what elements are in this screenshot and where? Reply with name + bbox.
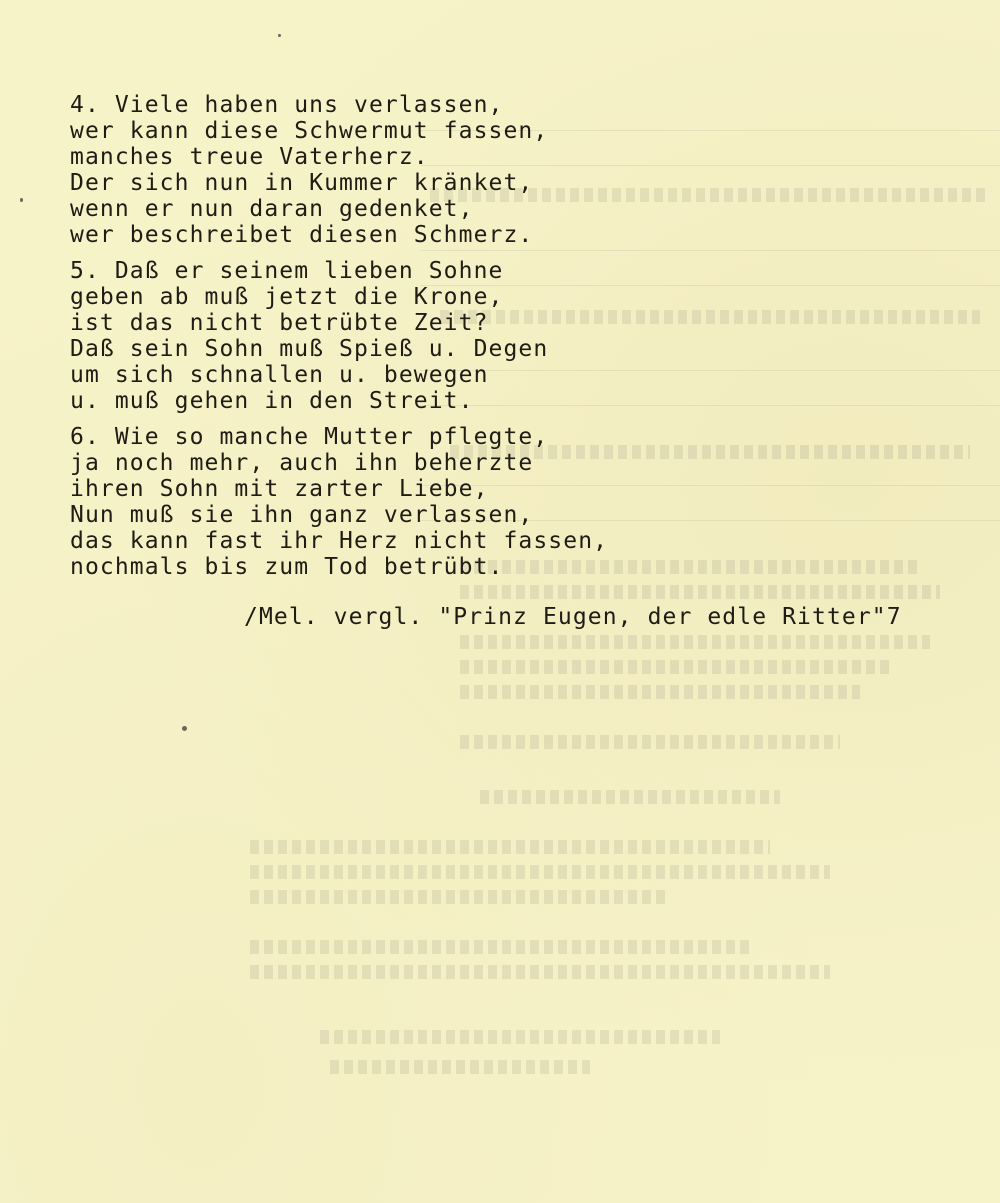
bleed-line bbox=[460, 660, 890, 674]
verse-line: ja noch mehr, auch ihn beherzte bbox=[70, 450, 534, 476]
bleed-line bbox=[330, 1060, 590, 1074]
verse-line: u. muß gehen in den Streit. bbox=[70, 388, 474, 414]
verse-line: 6. Wie so manche Mutter pflegte, bbox=[70, 424, 549, 450]
verse-line: 5. Daß er seinem lieben Sohne bbox=[70, 258, 504, 284]
verse-line: geben ab muß jetzt die Krone, bbox=[70, 284, 504, 310]
bleed-line bbox=[320, 1030, 720, 1044]
bleed-line bbox=[250, 890, 670, 904]
stanza-6 bbox=[70, 424, 710, 580]
verse-line: 4. Viele haben uns verlassen, bbox=[70, 92, 504, 118]
ink-speck bbox=[20, 198, 23, 202]
verse-line: ist das nicht betrübte Zeit? bbox=[70, 310, 489, 336]
verse-line: Der sich nun in Kummer kränket, bbox=[70, 170, 534, 196]
verse-line: Daß sein Sohn muß Spieß u. Degen bbox=[70, 336, 549, 362]
bleed-line bbox=[250, 865, 830, 879]
verse-line: nochmals bis zum Tod betrübt. bbox=[70, 554, 504, 580]
verse-line: das kann fast ihr Herz nicht fassen, bbox=[70, 528, 609, 554]
bleed-line bbox=[250, 965, 830, 979]
verse-line: Nun muß sie ihn ganz verlassen, bbox=[70, 502, 534, 528]
bleed-line bbox=[460, 635, 930, 649]
poem-text bbox=[70, 92, 710, 590]
verse-line: wer kann diese Schwermut fassen, bbox=[70, 118, 549, 144]
verse-line: ihren Sohn mit zarter Liebe, bbox=[70, 476, 489, 502]
stanza-5 bbox=[70, 258, 710, 414]
verse-line: um sich schnallen u. bewegen bbox=[70, 362, 489, 388]
stanza-4 bbox=[70, 92, 710, 248]
ink-speck bbox=[278, 34, 281, 37]
melody-reference: /Mel. vergl. "Prinz Eugen, der edle Ritter"7 bbox=[244, 604, 902, 630]
verse-line: wenn er nun daran gedenket, bbox=[70, 196, 474, 222]
bleed-line bbox=[250, 940, 750, 954]
ink-speck bbox=[182, 726, 187, 731]
verse-line: manches treue Vaterherz. bbox=[70, 144, 429, 170]
bleed-line bbox=[460, 685, 860, 699]
verse-line: wer beschreibet diesen Schmerz. bbox=[70, 222, 534, 248]
bleed-line bbox=[480, 790, 780, 804]
bleed-line bbox=[460, 735, 840, 749]
bleed-line bbox=[250, 840, 770, 854]
